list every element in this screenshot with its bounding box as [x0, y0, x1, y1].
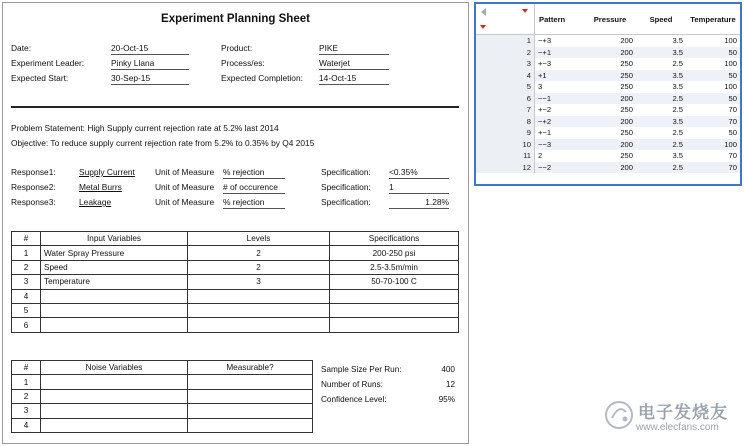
- response2-name: Metal Burrs: [79, 182, 122, 192]
- table-row[interactable]: [476, 127, 740, 139]
- cell[interactable]: [188, 418, 313, 432]
- data-grid: [476, 4, 740, 173]
- cell[interactable]: −+2: [535, 116, 585, 128]
- section-divider: [11, 106, 459, 108]
- table-row[interactable]: [476, 139, 740, 151]
- row-number[interactable]: 1: [476, 35, 535, 47]
- row-number[interactable]: 11: [476, 150, 535, 162]
- row-number[interactable]: 10: [476, 139, 535, 151]
- response1-uom-label: Unit of Measure: [155, 167, 215, 177]
- col-header: #: [12, 361, 41, 375]
- cell[interactable]: 3.5: [636, 150, 686, 162]
- row-number[interactable]: 3: [476, 58, 535, 70]
- sample-size-value[interactable]: 400: [441, 365, 455, 374]
- table-row[interactable]: [476, 104, 740, 116]
- cell: 4: [12, 289, 41, 303]
- cell[interactable]: Temperature: [41, 275, 188, 289]
- cell[interactable]: −+1: [535, 47, 585, 59]
- response1-spec-label: Specification:: [321, 167, 371, 177]
- table-row: [12, 389, 313, 403]
- cell: 2: [12, 389, 41, 403]
- response1-label: Response1:: [11, 167, 56, 177]
- response3-uom[interactable]: % rejection: [223, 197, 285, 209]
- cell: 6: [12, 318, 41, 332]
- cell[interactable]: 2: [188, 260, 330, 274]
- runs-value[interactable]: 12: [445, 380, 455, 389]
- cell[interactable]: 50-70-100 C: [330, 275, 459, 289]
- response2-spec-label: Specification:: [321, 182, 371, 192]
- response3-spec-label: Specification:: [321, 197, 371, 207]
- cell[interactable]: 3.5: [636, 116, 686, 128]
- cell[interactable]: 50: [686, 93, 740, 105]
- cell[interactable]: [188, 289, 330, 303]
- row-number[interactable]: 4: [476, 70, 535, 82]
- completion-field[interactable]: 14-Oct-15: [319, 73, 389, 85]
- cell[interactable]: 70: [686, 162, 740, 174]
- table-row: [12, 260, 459, 274]
- response1-uom[interactable]: % rejection: [223, 167, 285, 179]
- table-row: [12, 303, 459, 317]
- column-menu-red-triangle-icon[interactable]: [522, 9, 528, 13]
- completion-label: Expected Completion:: [221, 73, 303, 83]
- confidence-label: Confidence Level:: [321, 395, 387, 404]
- cell[interactable]: [41, 375, 188, 389]
- cell[interactable]: [188, 389, 313, 403]
- confidence-value[interactable]: 95%: [438, 395, 455, 404]
- cell[interactable]: 2: [188, 246, 330, 260]
- cell[interactable]: 2.5: [636, 139, 686, 151]
- date-field[interactable]: 20-Oct-15: [111, 43, 189, 55]
- start-field[interactable]: 30-Sep-15: [111, 73, 189, 85]
- cell[interactable]: −+3: [535, 35, 585, 47]
- cell[interactable]: 2.5-3.5m/min: [330, 260, 459, 274]
- cell[interactable]: 2.5: [636, 162, 686, 174]
- table-row[interactable]: [476, 58, 740, 70]
- watermark-title: 电子发烧友: [638, 403, 728, 422]
- table-header-row: [12, 232, 459, 246]
- cell[interactable]: 3.5: [636, 70, 686, 82]
- cell: 2: [12, 260, 41, 274]
- col-header-pressure[interactable]: Pressure: [584, 4, 636, 35]
- cell[interactable]: 2: [535, 150, 585, 162]
- row-number[interactable]: 12: [476, 162, 535, 174]
- table-row[interactable]: [476, 93, 740, 105]
- response2-uom-label: Unit of Measure: [155, 182, 215, 192]
- product-label: Product:: [221, 43, 253, 53]
- col-header: Levels: [188, 232, 330, 246]
- cell[interactable]: +−1: [535, 127, 585, 139]
- cell[interactable]: 100: [686, 139, 740, 151]
- cell[interactable]: 250: [584, 58, 636, 70]
- noise-variables-table: [11, 360, 313, 433]
- cell[interactable]: 3.5: [636, 47, 686, 59]
- col-header: Measurable?: [188, 361, 313, 375]
- table-row[interactable]: [476, 116, 740, 128]
- col-header: #: [12, 232, 41, 246]
- cell[interactable]: [188, 375, 313, 389]
- problem-statement: Problem Statement: High Supply current rejection rate at 5.2% last 2014: [11, 123, 279, 133]
- cell[interactable]: 200: [584, 93, 636, 105]
- table-row: [12, 404, 313, 418]
- cell[interactable]: 2.5: [636, 93, 686, 105]
- sheet-title: Experiment Planning Sheet: [161, 13, 310, 25]
- cell[interactable]: 2.5: [636, 127, 686, 139]
- leader-label: Experiment Leader:: [11, 58, 85, 68]
- collapse-triangle-icon[interactable]: [481, 8, 486, 16]
- cell[interactable]: 100: [686, 58, 740, 70]
- cell: 3: [12, 404, 41, 418]
- response3-label: Response3:: [11, 197, 56, 207]
- cell[interactable]: [41, 389, 188, 403]
- response1-spec[interactable]: <0.35%: [389, 167, 449, 179]
- cell[interactable]: [188, 404, 313, 418]
- sample-size-label: Sample Size Per Run:: [321, 365, 402, 374]
- response2-label: Response2:: [11, 182, 56, 192]
- watermark-url: www.elecfans.com: [636, 422, 719, 433]
- cell[interactable]: +1: [535, 70, 585, 82]
- col-header-temperature[interactable]: Temperature: [686, 4, 740, 35]
- table-header-row: [12, 361, 313, 375]
- cell: 3: [12, 275, 41, 289]
- watermark: [600, 390, 740, 444]
- cell[interactable]: Speed: [41, 260, 188, 274]
- table-row: [12, 246, 459, 260]
- cell[interactable]: 200-250 psi: [330, 246, 459, 260]
- row-number[interactable]: 8: [476, 116, 535, 128]
- cell[interactable]: 100: [686, 81, 740, 93]
- table-row[interactable]: [476, 162, 740, 174]
- cell[interactable]: [330, 303, 459, 317]
- cell: 1: [12, 246, 41, 260]
- corner-cell[interactable]: [476, 4, 535, 35]
- cell[interactable]: −−2: [535, 162, 585, 174]
- col-header: Specifications: [330, 232, 459, 246]
- row-number[interactable]: 7: [476, 104, 535, 116]
- runs-label: Number of Runs:: [321, 380, 383, 389]
- cell[interactable]: 250: [584, 70, 636, 82]
- response2-uom[interactable]: # of occurence: [223, 182, 285, 194]
- cell[interactable]: 2.5: [636, 58, 686, 70]
- col-header-pattern[interactable]: Pattern: [535, 4, 585, 35]
- cell[interactable]: 200: [584, 116, 636, 128]
- cell[interactable]: [41, 418, 188, 432]
- experiment-planning-sheet: [2, 2, 469, 444]
- cell[interactable]: [41, 289, 188, 303]
- cell[interactable]: 250: [584, 81, 636, 93]
- cell[interactable]: [330, 318, 459, 332]
- cell[interactable]: 200: [584, 139, 636, 151]
- cell[interactable]: 2.5: [636, 104, 686, 116]
- cell[interactable]: [188, 303, 330, 317]
- cell[interactable]: −−3: [535, 139, 585, 151]
- cell[interactable]: 200: [584, 35, 636, 47]
- cell[interactable]: 3.5: [636, 35, 686, 47]
- response2-spec[interactable]: 1: [389, 182, 449, 194]
- cell[interactable]: 200: [584, 47, 636, 59]
- cell[interactable]: 250: [584, 104, 636, 116]
- col-header: Input Variables: [41, 232, 188, 246]
- cell[interactable]: 200: [584, 162, 636, 174]
- data-header-row: [476, 4, 740, 35]
- response3-uom-label: Unit of Measure: [155, 197, 215, 207]
- cell: 4: [12, 418, 41, 432]
- cell[interactable]: +−3: [535, 58, 585, 70]
- product-field[interactable]: PIKE: [319, 43, 389, 55]
- cell[interactable]: 50: [686, 47, 740, 59]
- response1-name: Supply Current: [79, 167, 135, 177]
- table-row: [12, 318, 459, 332]
- cell: 1: [12, 375, 41, 389]
- row-number[interactable]: 5: [476, 81, 535, 93]
- cell: 5: [12, 303, 41, 317]
- start-label: Expected Start:: [11, 73, 69, 83]
- cell[interactable]: 50: [686, 127, 740, 139]
- cell[interactable]: 250: [584, 150, 636, 162]
- row-menu-red-triangle-icon[interactable]: [480, 25, 486, 29]
- design-data-table: [474, 2, 742, 186]
- cell[interactable]: 3.5: [636, 81, 686, 93]
- table-row: [12, 375, 313, 389]
- cell[interactable]: 3: [535, 81, 585, 93]
- process-label: Process/es:: [221, 58, 265, 68]
- table-row: [12, 289, 459, 303]
- table-row: [12, 275, 459, 289]
- cell[interactable]: 70: [686, 150, 740, 162]
- table-row[interactable]: [476, 70, 740, 82]
- col-header: Noise Variables: [41, 361, 188, 375]
- objective: Objective: To reduce supply current rejection rate from 5.2% to 0.35% by Q4 2015: [11, 138, 315, 148]
- table-row: [12, 418, 313, 432]
- cell[interactable]: 70: [686, 104, 740, 116]
- watermark-logo-icon: [602, 398, 636, 432]
- table-row[interactable]: [476, 81, 740, 93]
- cell[interactable]: −−1: [535, 93, 585, 105]
- cell[interactable]: 3: [188, 275, 330, 289]
- cell[interactable]: Water Spray Pressure: [41, 246, 188, 260]
- cell[interactable]: 50: [686, 70, 740, 82]
- cell[interactable]: +−2: [535, 104, 585, 116]
- cell[interactable]: [188, 318, 330, 332]
- cell[interactable]: 250: [584, 127, 636, 139]
- cell[interactable]: 70: [686, 116, 740, 128]
- cell[interactable]: [41, 303, 188, 317]
- table-row[interactable]: [476, 47, 740, 59]
- cell[interactable]: 100: [686, 35, 740, 47]
- col-header-speed[interactable]: Speed: [636, 4, 686, 35]
- table-row[interactable]: [476, 35, 740, 47]
- process-field[interactable]: Waterjet: [319, 58, 389, 70]
- leader-field[interactable]: Pinky Llana: [111, 58, 189, 70]
- row-number[interactable]: 9: [476, 127, 535, 139]
- row-number[interactable]: 2: [476, 47, 535, 59]
- cell[interactable]: [41, 318, 188, 332]
- response3-name: Leakage: [79, 197, 112, 207]
- table-row[interactable]: [476, 150, 740, 162]
- date-label: Date:: [11, 43, 32, 53]
- response3-spec[interactable]: 1.28%: [389, 197, 449, 209]
- input-variables-table: [11, 231, 459, 333]
- cell[interactable]: [41, 404, 188, 418]
- cell[interactable]: [330, 289, 459, 303]
- row-number[interactable]: 6: [476, 93, 535, 105]
